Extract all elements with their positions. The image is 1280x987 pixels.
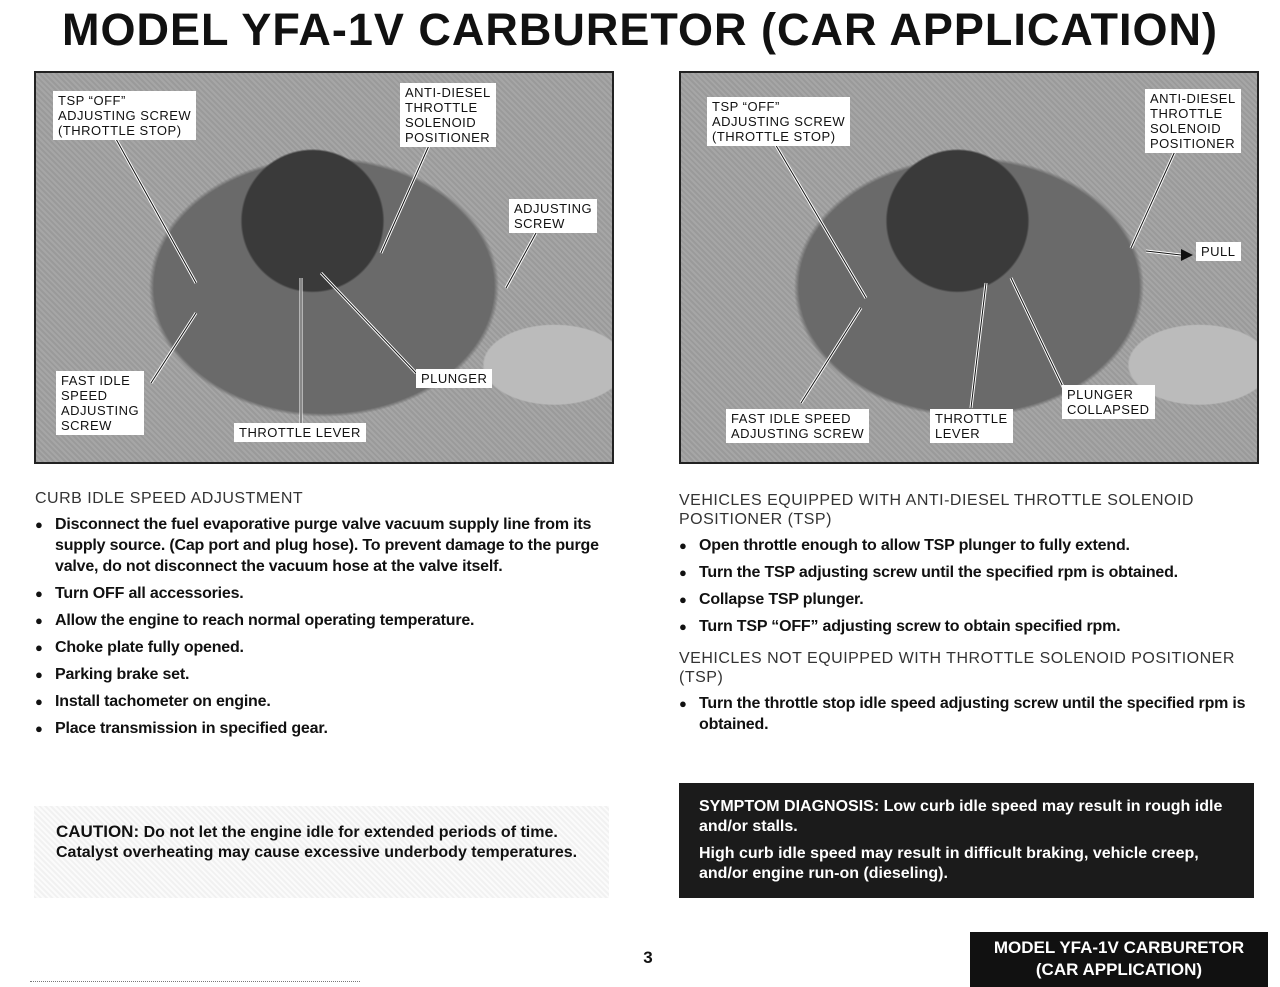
list-item: ● Open throttle enough to allow TSP plunger to fully extend. (679, 535, 1254, 556)
tsp-equipped-heading: VEHICLES EQUIPPED WITH ANTI-DIESEL THROTTLE SOLENOID POSITIONER (TSP) (679, 492, 1194, 528)
list-item: ● Turn OFF all accessories. (35, 583, 610, 604)
footer-title-tag (970, 932, 1268, 987)
tsp-not-equipped-steps (679, 693, 1254, 735)
page-number: 3 (643, 948, 653, 967)
list-item: ● Collapse TSP plunger. (679, 589, 1254, 610)
label-anti-diesel-solenoid: ANTI-DIESEL THROTTLE SOLENOID POSITIONER (1145, 89, 1241, 153)
label-fast-idle-screw: FAST IDLE SPEED ADJUSTING SCREW (726, 409, 869, 443)
caution-label: CAUTION: (56, 822, 140, 841)
list-item: ● Turn the TSP adjusting screw until the specified rpm is obtained. (679, 562, 1254, 583)
list-item: ● Allow the engine to reach normal operating temperature. (35, 610, 610, 631)
list-item: ● Choke plate fully opened. (35, 637, 610, 658)
carburetor-photo-right (679, 71, 1259, 464)
label-tsp-off-screw: TSP “OFF” ADJUSTING SCREW (THROTTLE STOP) (53, 91, 196, 140)
label-anti-diesel-solenoid: ANTI-DIESEL THROTTLE SOLENOID POSITIONER (400, 83, 496, 147)
tsp-not-equipped-heading: VEHICLES NOT EQUIPPED WITH THROTTLE SOLENOID POSITIONER (TSP) (679, 650, 1235, 686)
pull-arrow-icon (1181, 249, 1193, 261)
curb-idle-section (35, 489, 610, 745)
tsp-equipped-section (679, 491, 1254, 741)
label-fast-idle-screw: FAST IDLE SPEED ADJUSTING SCREW (56, 371, 144, 435)
footer-line-1: MODEL YFA-1V CARBURETOR (993, 938, 1245, 957)
curb-idle-steps (35, 514, 610, 739)
symptom-diagnosis-box (679, 783, 1254, 898)
page-title: MODEL YFA-1V CARBURETOR (CAR APPLICATION) (61, 4, 1219, 55)
label-tsp-off-screw: TSP “OFF” ADJUSTING SCREW (THROTTLE STOP) (707, 97, 850, 146)
list-item: ● Turn the throttle stop idle speed adjusting screw until the specified rpm is obtained. (679, 693, 1254, 735)
label-throttle-lever: THROTTLE LEVER (234, 423, 366, 442)
label-plunger: PLUNGER (416, 369, 492, 388)
tsp-equipped-steps (679, 535, 1254, 637)
label-pull: PULL (1196, 242, 1241, 261)
list-item: ● Disconnect the fuel evaporative purge valve vacuum supply line from its supply source. (Cap port and plug hose). To prevent damage to the purge valve, do not disconnect the vacuum hose at the valve itself. (35, 514, 610, 577)
list-item: ● Parking brake set. (35, 664, 610, 685)
label-throttle-lever: THROTTLE LEVER (930, 409, 1013, 443)
caution-box (34, 806, 609, 898)
curb-idle-heading: CURB IDLE SPEED ADJUSTMENT (35, 490, 304, 507)
symptom-high-idle: High curb idle speed may result in difficult braking, vehicle creep, and/or engine run-on (dieseling). (699, 845, 1199, 882)
caution-text: Do not let the engine idle for extended periods of time. Catalyst overheating may cause excessive underbody temperatures. (56, 824, 578, 861)
label-plunger-collapsed: PLUNGER COLLAPSED (1062, 385, 1155, 419)
footer-line-2: (CAR APPLICATION) (1035, 960, 1203, 979)
symptom-low-idle: SYMPTOM DIAGNOSIS: Low curb idle speed may result in rough idle and/or stalls. (699, 798, 1223, 835)
list-item: ● Turn TSP “OFF” adjusting screw to obtain specified rpm. (679, 616, 1254, 637)
label-adjusting-screw: ADJUSTING SCREW (509, 199, 597, 233)
scan-artifact-line (30, 981, 360, 982)
list-item: ● Install tachometer on engine. (35, 691, 610, 712)
carburetor-photo-left (34, 71, 614, 464)
list-item: ● Place transmission in specified gear. (35, 718, 610, 739)
